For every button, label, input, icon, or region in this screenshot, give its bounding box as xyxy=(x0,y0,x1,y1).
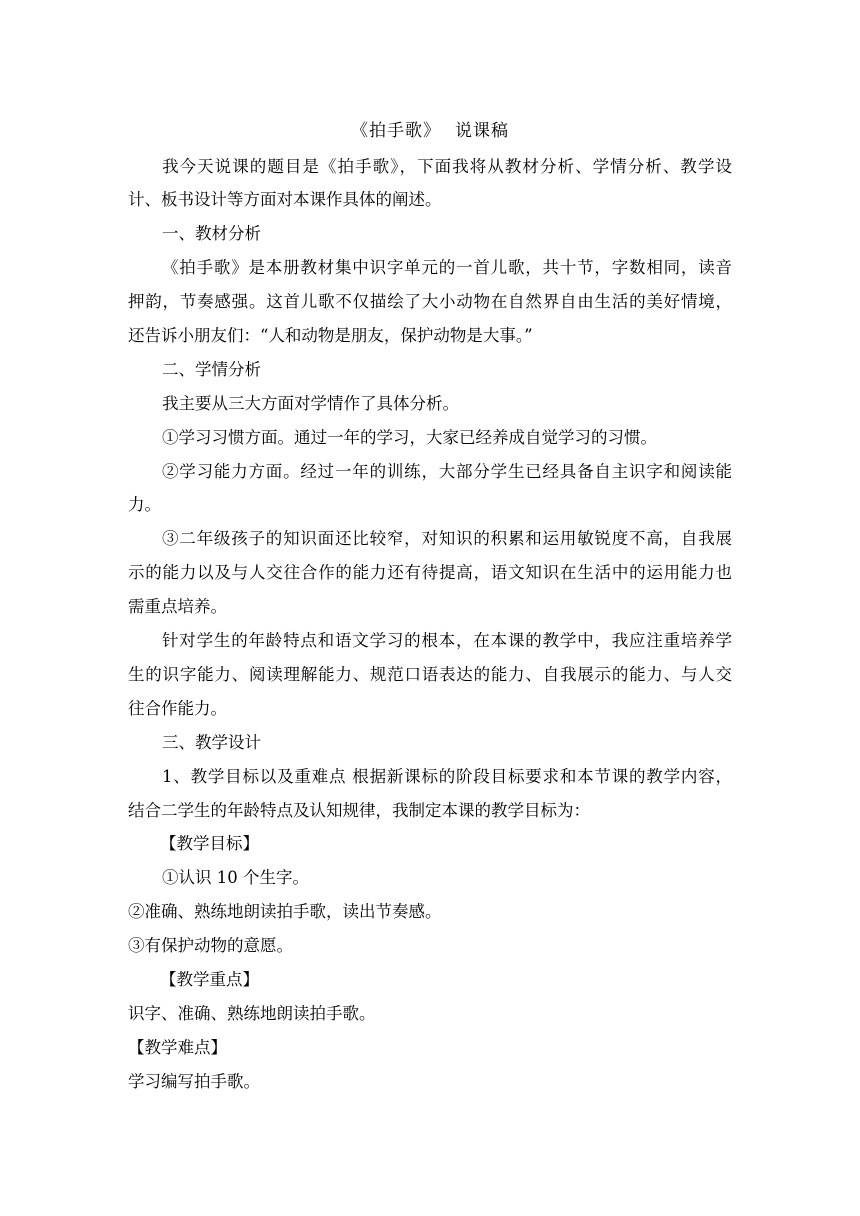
subheading-key-points: 【教学重点】 xyxy=(160,970,259,989)
paragraph-line: 力。 xyxy=(128,495,161,514)
paragraph-line: 需重点培养。 xyxy=(128,597,227,616)
section-heading: 三、教学设计 xyxy=(162,733,261,752)
list-item: ③有保护动物的意愿。 xyxy=(128,936,293,955)
paragraph-line: 识字、准确、熟练地朗读拍手歌。 xyxy=(128,1004,376,1023)
document-title xyxy=(0,116,860,141)
list-item: ①认识 10 个生字。 xyxy=(162,868,309,887)
list-item: ②准确、熟练地朗读拍手歌，读出节奏感。 xyxy=(128,902,442,921)
paragraph-line: 我今天说课的题目是《拍手歌》，下面我将从教材分析、学情分析、教学设 xyxy=(162,157,732,176)
paragraph-line: 针对学生的年龄特点和语文学习的根本，在本课的教学中，我应注重培养学 xyxy=(162,631,732,650)
paragraph-line: 1、教学目标以及重难点 根据新课标的阶段目标要求和本节课的教学内容， xyxy=(162,767,732,786)
title-main: 《拍手歌》 xyxy=(351,121,441,141)
paragraph-line: 示的能力以及与人交往合作的能力还有待提高，语文知识在生活中的运用能力也 xyxy=(128,563,732,582)
paragraph-line: 还告诉小朋友们：“人和动物是朋友，保护动物是大事。” xyxy=(128,326,533,345)
paragraph-line: 《拍手歌》是本册教材集中识字单元的一首儿歌，共十节，字数相同，读音 xyxy=(162,258,732,277)
paragraph-line: 押韵，节奏感强。这首儿歌不仅描绘了大小动物在自然界自由生活的美好情境， xyxy=(128,292,732,311)
paragraph-line: 结合二学生的年龄特点及认知规律，我制定本课的教学目标为： xyxy=(128,801,590,820)
subheading-difficulties: 【教学难点】 xyxy=(128,1038,227,1057)
paragraph-line: ①学习习惯方面。通过一年的学习，大家已经养成自觉学习的习惯。 xyxy=(162,428,657,447)
paragraph-line: 我主要从三大方面对学情作了具体分析。 xyxy=(162,394,459,413)
paragraph-line: 往合作能力。 xyxy=(128,699,227,718)
paragraph-line: 计、板书设计等方面对本课作具体的阐述。 xyxy=(128,190,442,209)
subheading-teaching-goals: 【教学目标】 xyxy=(160,834,259,853)
paragraph-line: ②学习能力方面。经过一年的训练，大部分学生已经具备自主识字和阅读能 xyxy=(162,462,732,481)
title-sub: 说课稿 xyxy=(455,121,509,141)
section-heading: 一、教材分析 xyxy=(162,224,261,243)
paragraph-line: 生的识字能力、阅读理解能力、规范口语表达的能力、自我展示的能力、与人交 xyxy=(128,665,732,684)
paragraph-line: ③二年级孩子的知识面还比较窄，对知识的积累和运用敏锐度不高，自我展 xyxy=(162,529,732,548)
section-heading: 二、学情分析 xyxy=(162,360,261,379)
paragraph-line: 学习编写拍手歌。 xyxy=(128,1072,260,1091)
